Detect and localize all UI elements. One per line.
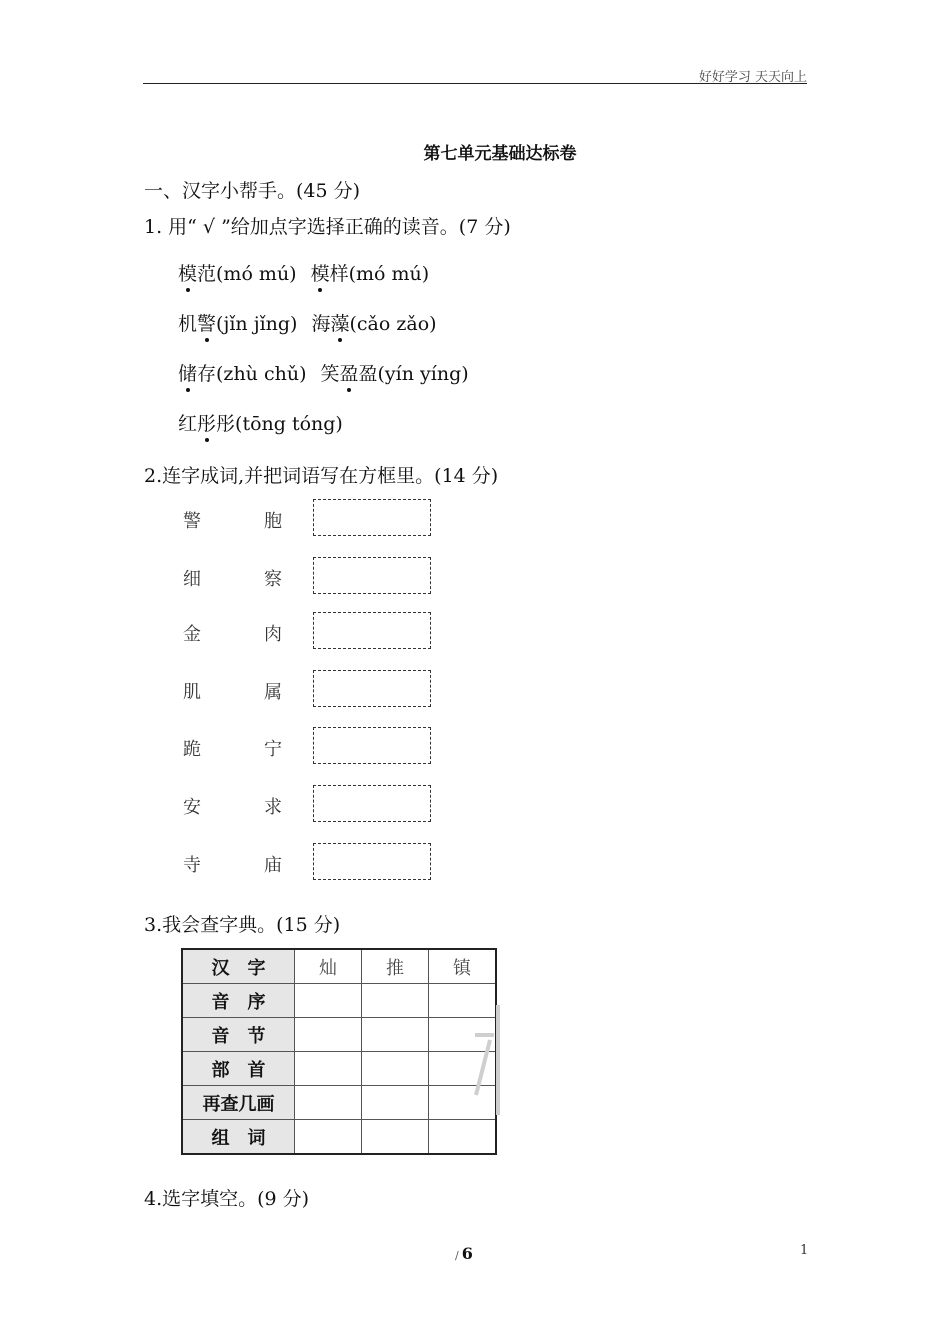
char-prefix: 笑 [320, 363, 340, 385]
dictionary-table [181, 948, 497, 1155]
table-row [182, 1018, 496, 1052]
q1-row [178, 409, 357, 436]
left-char[interactable]: 跪 [183, 739, 201, 760]
word-answer-box[interactable] [313, 499, 431, 536]
header-motto: 好好学习 天天向上 [698, 70, 807, 85]
table-row-label: 音 序 [182, 984, 295, 1018]
section1-heading: 一、汉字小帮手。(45 分) [144, 180, 361, 202]
right-char[interactable]: 察 [264, 569, 282, 590]
dotted-char: 储 [178, 359, 197, 386]
right-char[interactable]: 庙 [264, 855, 282, 876]
table-row-label: 组 词 [182, 1120, 295, 1155]
q4-prompt: 4.选字填空。(9 分) [144, 1188, 310, 1210]
left-char[interactable]: 警 [183, 511, 201, 532]
footer-page-total [455, 1244, 473, 1263]
answer-cell[interactable] [295, 1018, 362, 1052]
right-char[interactable]: 宁 [264, 739, 282, 760]
char-suffix: 范(mó mú) [197, 263, 297, 285]
answer-cell[interactable] [362, 1052, 429, 1086]
char-suffix: 样(mó mú) [329, 263, 430, 285]
footer-slash: / [455, 1249, 459, 1262]
page-title: 第七单元基础达标卷 [423, 144, 577, 164]
q1-row [178, 359, 483, 386]
right-char[interactable]: 肉 [264, 624, 282, 645]
answer-cell[interactable] [362, 1120, 429, 1155]
table-char: 镇 [429, 949, 497, 984]
answer-cell[interactable] [362, 984, 429, 1018]
answer-cell[interactable] [295, 1086, 362, 1120]
q3-prompt: 3.我会查字典。(15 分) [144, 914, 341, 936]
left-char[interactable]: 寺 [183, 855, 201, 876]
answer-cell[interactable] [295, 984, 362, 1018]
footer-page-number: 1 [800, 1243, 809, 1258]
answer-cell[interactable] [295, 1120, 362, 1155]
answer-cell[interactable] [295, 1052, 362, 1086]
left-char[interactable]: 细 [183, 569, 201, 590]
pinyin-choice-item[interactable] [311, 313, 436, 335]
faint-watermark [470, 1000, 500, 1120]
word-answer-box[interactable] [313, 612, 431, 649]
table-row-label: 部 首 [182, 1052, 295, 1086]
q1-row [178, 259, 443, 286]
footer-total-pages: 6 [461, 1244, 473, 1263]
table-row [182, 1120, 496, 1155]
pinyin-choice-item[interactable] [178, 413, 343, 435]
word-answer-box[interactable] [313, 785, 431, 822]
char-suffix: 彤(tōng tóng) [216, 413, 343, 435]
char-suffix: (cǎo zǎo) [349, 313, 437, 335]
char-prefix: 海 [311, 313, 331, 335]
q2-prompt: 2.连字成词,并把词语写在方框里。(14 分) [144, 465, 499, 487]
pinyin-choice-item[interactable] [311, 263, 430, 285]
pinyin-choice-item[interactable] [178, 363, 306, 385]
q1-prompt: 1. 用“ √ ”给加点字选择正确的读音。(7 分) [144, 216, 511, 238]
table-header-row [182, 949, 496, 984]
answer-cell[interactable] [362, 1086, 429, 1120]
pinyin-choice-item[interactable] [178, 263, 297, 285]
right-char[interactable]: 求 [264, 797, 282, 818]
char-prefix: 机 [178, 313, 198, 335]
dotted-char: 模 [311, 259, 330, 286]
table-row-label: 音 节 [182, 1018, 295, 1052]
char-prefix: 红 [178, 413, 198, 435]
table-char: 灿 [295, 949, 362, 984]
table-row [182, 1052, 496, 1086]
dotted-char: 警 [197, 309, 216, 336]
left-char[interactable]: 肌 [183, 682, 201, 703]
answer-cell[interactable] [429, 1120, 497, 1155]
header-divider [143, 83, 807, 84]
dotted-char: 藻 [330, 309, 349, 336]
char-suffix: (jǐn jǐng) [216, 313, 298, 335]
answer-cell[interactable] [362, 1018, 429, 1052]
table-char: 推 [362, 949, 429, 984]
dotted-char: 彤 [197, 409, 216, 436]
q1-row [178, 309, 451, 336]
pinyin-choice-item[interactable] [320, 363, 468, 385]
word-answer-box[interactable] [313, 727, 431, 764]
word-answer-box[interactable] [313, 557, 431, 594]
table-header-label: 汉 字 [182, 949, 295, 984]
left-char[interactable]: 安 [183, 797, 201, 818]
table-row [182, 984, 496, 1018]
table-row [182, 1086, 496, 1120]
pinyin-choice-item[interactable] [178, 313, 297, 335]
right-char[interactable]: 胞 [264, 511, 282, 532]
dotted-char: 模 [178, 259, 197, 286]
word-answer-box[interactable] [313, 670, 431, 707]
char-suffix: 盈(yín yíng) [358, 363, 469, 385]
table-row-label: 再查几画 [182, 1086, 295, 1120]
dotted-char: 盈 [340, 359, 359, 386]
right-char[interactable]: 属 [264, 682, 282, 703]
left-char[interactable]: 金 [183, 624, 201, 645]
word-answer-box[interactable] [313, 843, 431, 880]
char-suffix: 存(zhù chǔ) [197, 363, 307, 385]
